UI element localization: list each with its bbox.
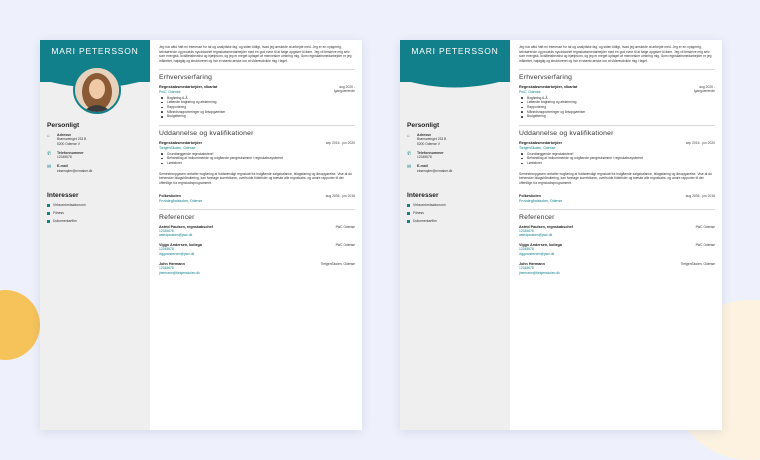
interest-item: Dokumentarfilm bbox=[47, 219, 145, 223]
experience-entry: Regnskabsmedarbejder, vikariat PwC, Odense aug 2020 - Igangværende Bogføring A-Å Løbende bogføring og afstemning Rapportering Månedsrapporteringer og årsopgørelser Budgettering bbox=[159, 85, 355, 119]
reference-entry: Astrid Paulsen, regnskabschef 12345678 astridpaulsen@pwc.dk PwC Odense bbox=[159, 224, 355, 238]
reference-entry: Viggo Andersen, kollega 12345678 viggoandersen@pwc.dk PwC Odense bbox=[159, 243, 355, 256]
interests-heading: Interesser bbox=[47, 192, 79, 199]
home-icon: ⌂ bbox=[47, 133, 51, 139]
address-line2: 5200 Odense V bbox=[57, 141, 80, 146]
address-line1: Brønsvænget 233 B bbox=[417, 137, 447, 142]
address-label: Adresse bbox=[57, 133, 72, 137]
address-line2: 5200 Odense V bbox=[417, 141, 440, 146]
education-entry: Folkeskolen Provstegårdskolen, Odense aug 2006 - jun 2016 bbox=[519, 194, 715, 203]
email-label: E-mail bbox=[57, 164, 68, 169]
resume-preview-with-photo[interactable] bbox=[40, 40, 362, 430]
resume-main bbox=[519, 45, 715, 281]
decor-blob-left bbox=[0, 290, 40, 360]
education-entry: Regnskabsmedarbejder TietgenSkolen, Odense sep 2016 - jun 2020 Grundlæggende regnskabsteori Behandling af indkommende og udgående pengestrømme i regnskabssystemet Lønteknet Semesteropgaven omfatter bogføring af fuldstændigt regnskab fra indgående salgsbalance, bilagsføring og årsopgørelse. Vise at du behersker bilagshåndtering, kan foretage korrektioner, overholde tidsfrister og træske alle regnskabs- og andre rapporter til det offentlige fra regnskabsprogrammet. bbox=[159, 141, 355, 185]
reference-entry: John Hermann 12345678 jhermann@tietgenskolen.dk TietgenSkolen, Odense bbox=[519, 262, 715, 275]
experience-entry: Regnskabsmedarbejder, vikariat PwC, Odense aug 2020 - Igangværende Bogføring A-Å Løbende bogføring og afstemning Rapportering Månedsrapporteringer og årsopgørelser Budgettering bbox=[519, 85, 715, 119]
interests-section bbox=[47, 192, 145, 227]
resume-name: MARI PETERSSON bbox=[51, 46, 139, 56]
interests-section bbox=[407, 192, 505, 227]
mail-icon: ✉ bbox=[47, 164, 52, 171]
reference-entry: John Hermann 12345678 jhermann@tietgenskolen.dk TietgenSkolen, Odense bbox=[159, 262, 355, 275]
resume-preview-without-photo[interactable] bbox=[400, 40, 722, 430]
personal-section bbox=[407, 122, 505, 178]
experience-heading: Erhvervserfaring bbox=[519, 74, 573, 81]
reference-entry: Viggo Andersen, kollega 12345678 viggoandersen@pwc.dk PwC Odense bbox=[519, 243, 715, 256]
interests-heading: Interesser bbox=[407, 192, 439, 199]
intro-text: Jeg har altid haft en interesse for tal og analytiske fag, og siden tidligt, hvad jeg ønskede at arbejde med. Jeg er en nysgerrig, selvkørende og proaktiv nyuddannet regnskabsmedarbejder med en god evne til at følge opgaver til døre. Jeg vil beskrive mig selv som energisk, kvalitetsbevidst og hjælpsom, og jeg er meget optaget af mennesker omkring mig. Som regnskabsmedarbejder er jeg målrettet, nøjagtig og struktureret og har et stærkt ønske om at videreudvikle mig i faget. bbox=[159, 45, 352, 63]
interest-item: Virksomhedsøkonomi bbox=[407, 203, 505, 207]
education-entry: Regnskabsmedarbejder TietgenSkolen, Odense sep 2016 - jun 2020 Grundlæggende regnskabsteori Behandling af indkommende og udgående pengestrømme i regnskabssystemet Lønteknet Semesteropgaven omfatter bogføring af fuldstændigt regnskab fra indgående salgsbalance, bilagsføring og årsopgørelse. Vise at du behersker bilagshåndtering, kan foretage korrektioner, overholde tidsfrister og træske alle regnskabs- og andre rapporter til det offentlige fra regnskabsprogrammet. bbox=[519, 141, 715, 185]
reference-entry: Astrid Paulsen, regnskabschef 12345678 astridpaulsen@pwc.dk PwC Odense bbox=[519, 224, 715, 238]
personal-heading: Personligt bbox=[407, 122, 440, 129]
interest-item: Dokumentarfilm bbox=[407, 219, 505, 223]
interest-item: Fitness bbox=[407, 211, 505, 215]
interest-item: Fitness bbox=[47, 211, 145, 215]
intro-text: Jeg har altid haft en interesse for tal og analytiske fag, og siden tidligt, hvad jeg ønskede at arbejde med. Jeg er en nysgerrig, selvkørende og proaktiv nyuddannet regnskabsmedarbejder med en god evne til at følge opgaver til døre. Jeg vil beskrive mig selv som energisk, kvalitetsbevidst og hjælpsom, og jeg er meget optaget af mennesker omkring mig. Som regnskabsmedarbejder er jeg målrettet, nøjagtig og struktureret og har et stærkt ønske om at videreudvikle mig i faget. bbox=[519, 45, 712, 63]
phone-label: Telefonnummer bbox=[417, 150, 444, 155]
address-label: Adresse bbox=[417, 133, 432, 137]
personal-section bbox=[47, 122, 145, 178]
references-heading: Referencer bbox=[519, 213, 555, 221]
resume-sidebar bbox=[400, 40, 510, 430]
email-label: E-mail bbox=[417, 164, 428, 169]
education-heading: Uddannelse og kvalifikationer bbox=[159, 130, 254, 138]
phone-value: 12345678 bbox=[417, 155, 432, 160]
phone-value: 12345678 bbox=[57, 155, 72, 160]
experience-heading: Erhvervserfaring bbox=[159, 74, 213, 81]
references-heading: Referencer bbox=[159, 213, 195, 221]
profile-photo bbox=[73, 66, 121, 114]
interest-item: Virksomhedsøkonomi bbox=[47, 203, 145, 207]
personal-heading: Personligt bbox=[47, 122, 80, 129]
resume-name: MARI PETERSSON bbox=[411, 46, 499, 56]
resume-main bbox=[159, 45, 355, 281]
home-icon: ⌂ bbox=[407, 133, 411, 139]
phone-icon: ✆ bbox=[407, 150, 412, 157]
education-heading: Uddannelse og kvalifikationer bbox=[519, 130, 614, 138]
resume-header bbox=[400, 40, 510, 82]
address-line1: Brønsvænget 233 B bbox=[57, 137, 87, 142]
email-value: eksempler@cvmaker.dk bbox=[57, 168, 93, 173]
email-value: eksempler@cvmaker.dk bbox=[417, 168, 453, 173]
phone-label: Telefonnummer bbox=[57, 150, 84, 155]
education-entry: Folkeskolen Provstegårdskolen, Odense aug 2006 - jun 2016 bbox=[159, 194, 355, 203]
phone-icon: ✆ bbox=[47, 150, 52, 157]
mail-icon: ✉ bbox=[407, 164, 412, 171]
